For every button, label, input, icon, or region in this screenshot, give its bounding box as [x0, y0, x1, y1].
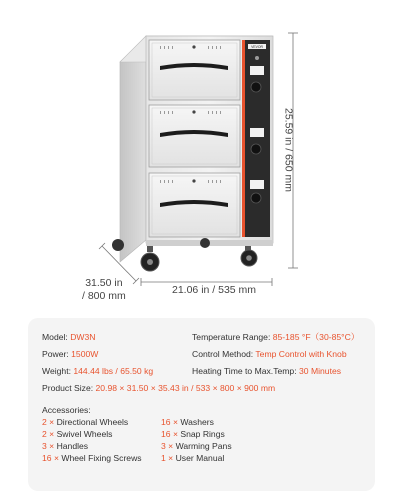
- spec-model-value: DW3N: [70, 332, 96, 342]
- accessory-item: 3 × Handles: [42, 441, 89, 451]
- spec-heating-label: Heating Time to Max.Temp:: [192, 366, 299, 376]
- spec-power-value: 1500W: [71, 349, 99, 359]
- drawer-middle: [149, 105, 240, 167]
- height-dimension-label: 25.59 in / 650 mm: [282, 107, 295, 193]
- accessory-item: 2 × Swivel Wheels: [42, 429, 113, 439]
- accessory-item: 3 × Warming Pans: [161, 441, 232, 451]
- accessory-item: 1 × User Manual: [161, 453, 225, 463]
- accessories-title: Accessories:: [42, 405, 91, 415]
- spec-heating-value: 30 Minutes: [299, 366, 342, 376]
- depth-dimension-label: [82, 277, 126, 303]
- spec-control-label: Control Method:: [192, 349, 256, 359]
- spec-temperature: [192, 332, 359, 343]
- spec-model-label: Model:: [42, 332, 71, 342]
- spec-weight-value: 144.44 lbs / 65.50 kg: [73, 366, 154, 376]
- drawer-bottom: [149, 173, 240, 237]
- spec-temperature-value: 85-185 °F（30-85°C）: [272, 332, 360, 342]
- control-panel: [242, 40, 270, 237]
- power-indicator-icon: [255, 56, 259, 60]
- temperature-knob-icon: [251, 82, 261, 92]
- spec-control-value: Temp Control with Knob: [255, 349, 347, 359]
- specs-card: [28, 318, 375, 491]
- accessory-item: 16 × Wheel Fixing Screws: [42, 453, 142, 463]
- depth-line-2: / 800 mm: [82, 290, 126, 302]
- temperature-knob-icon: [251, 193, 261, 203]
- temperature-knob-icon: [251, 144, 261, 154]
- width-dimension-label: 21.06 in / 535 mm: [172, 284, 257, 296]
- spec-power: [42, 349, 98, 360]
- spec-weight-label: Weight:: [42, 366, 74, 376]
- spec-size-label: Product Size:: [42, 383, 96, 393]
- brand-label: VEVOR: [251, 45, 263, 49]
- cabinet-side: [120, 36, 146, 262]
- accessory-item: 2 × Directional Wheels: [42, 417, 129, 427]
- spec-power-label: Power:: [42, 349, 72, 359]
- spec-weight: [42, 366, 153, 377]
- spec-size-value: 20.98 × 31.50 × 35.43 in / 533 × 800 × 900 mm: [95, 383, 276, 393]
- drawer-top: [149, 40, 240, 100]
- spec-control: [192, 349, 347, 360]
- spec-heating: [192, 366, 341, 377]
- depth-line-1: 31.50 in: [85, 277, 123, 289]
- spec-temperature-label: Temperature Range:: [192, 332, 273, 342]
- spec-model: [42, 332, 96, 343]
- accessory-item: 16 × Snap Rings: [161, 429, 225, 439]
- accessory-item: 16 × Washers: [161, 417, 214, 427]
- spec-size: [42, 383, 275, 394]
